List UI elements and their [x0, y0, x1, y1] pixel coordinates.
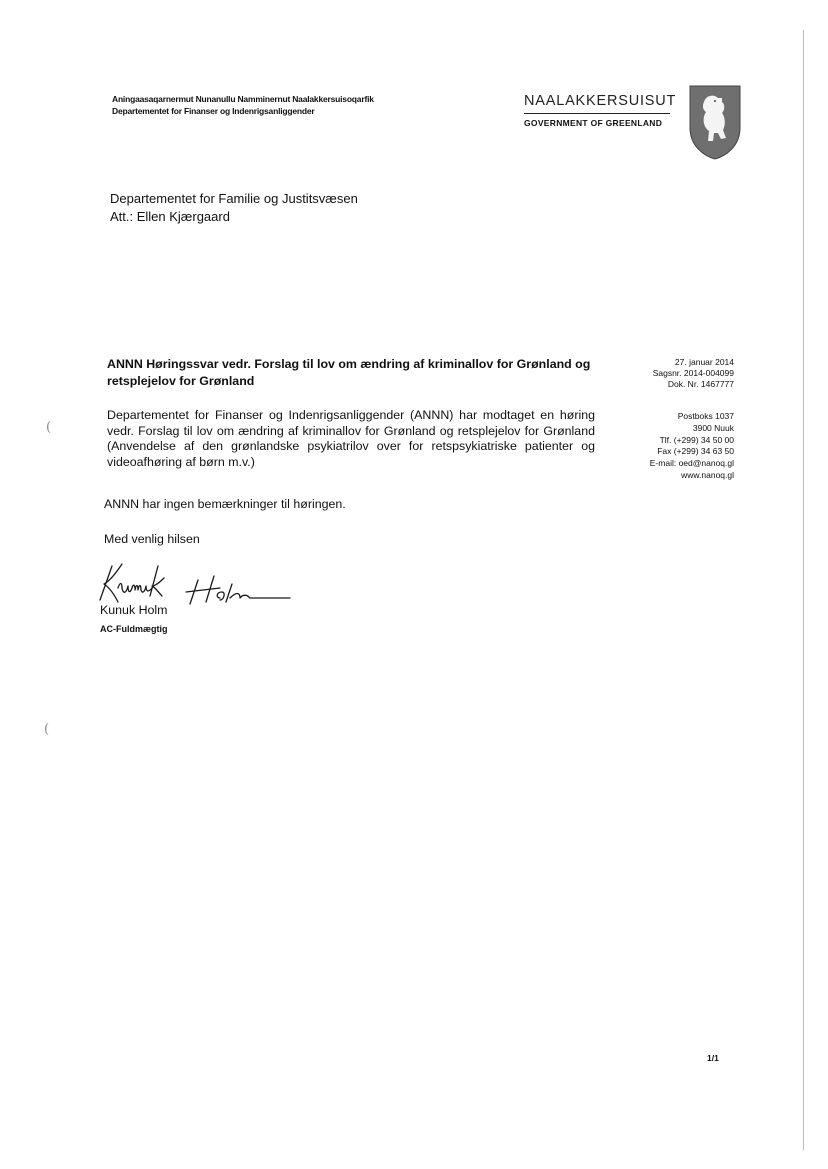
scan-edge-line — [803, 30, 804, 1150]
reference-block — [653, 357, 734, 390]
postal-city: 3900 Nuuk — [692, 422, 734, 433]
phone-number: Tlf. (+299) 34 50 00 — [659, 434, 734, 445]
closing-greeting: Med venlig hilsen — [104, 532, 200, 546]
margin-punch-mark: ( — [44, 722, 50, 737]
email-address: E-mail: oed@nanoq.gl — [649, 458, 734, 469]
signer-name: Kunuk Holm — [100, 603, 168, 617]
document-number: Dok. Nr. 1467777 — [667, 379, 734, 389]
brand-divider — [524, 113, 670, 114]
body-paragraph-2: ANNN har ingen bemærkninger til høringen. — [104, 497, 346, 511]
polar-bear-crest-icon — [688, 84, 742, 160]
case-number: Sagsnr. 2014-004099 — [652, 368, 734, 378]
postbox: Postboks 1037 — [677, 411, 734, 421]
letter-date: 27. januar 2014 — [674, 357, 734, 367]
department-name-danish: Departementet for Finanser og Indenrigsanliggender — [112, 106, 315, 116]
signer-title: AC-Fuldmægtig — [100, 624, 168, 634]
department-header — [112, 93, 374, 117]
brand-title: NAALAKKERSUISUT — [524, 93, 677, 109]
website: www.nanoq.gl — [681, 469, 734, 480]
recipient-block — [110, 190, 358, 226]
government-brand — [524, 92, 677, 128]
contact-block — [650, 411, 734, 482]
recipient-department: Departementet for Familie og Justitsvæsen — [110, 191, 358, 206]
department-name-greenlandic: Aningaasaqarnermut Nunanullu Namminernut Naalakkersuisoqarfik — [112, 94, 374, 104]
body-paragraph-1: Departementet for Finanser og Indenrigsanliggender (ANNN) har modtaget en høring vedr. Forslag til lov om ændring af kriminallov for Grønland og retsplejelov for Grønland (Anvendelse af den grønlandske psykiatrilov over for retspsykiatriske patienter og videoafhøring af børn m.v.) — [107, 408, 595, 469]
margin-punch-mark: ( — [46, 420, 52, 435]
brand-subtitle: GOVERNMENT OF GREENLAND — [524, 118, 663, 128]
letter-subject: ANNN Høringssvar vedr. Forslag til lov om ændring af kriminallov for Grønland og retsplejelov for Grønland — [107, 357, 591, 388]
recipient-attention: Att.: Ellen Kjærgaard — [110, 209, 230, 224]
page-number: 1/1 — [707, 1053, 719, 1063]
fax-number: Fax (+299) 34 63 50 — [657, 446, 734, 457]
